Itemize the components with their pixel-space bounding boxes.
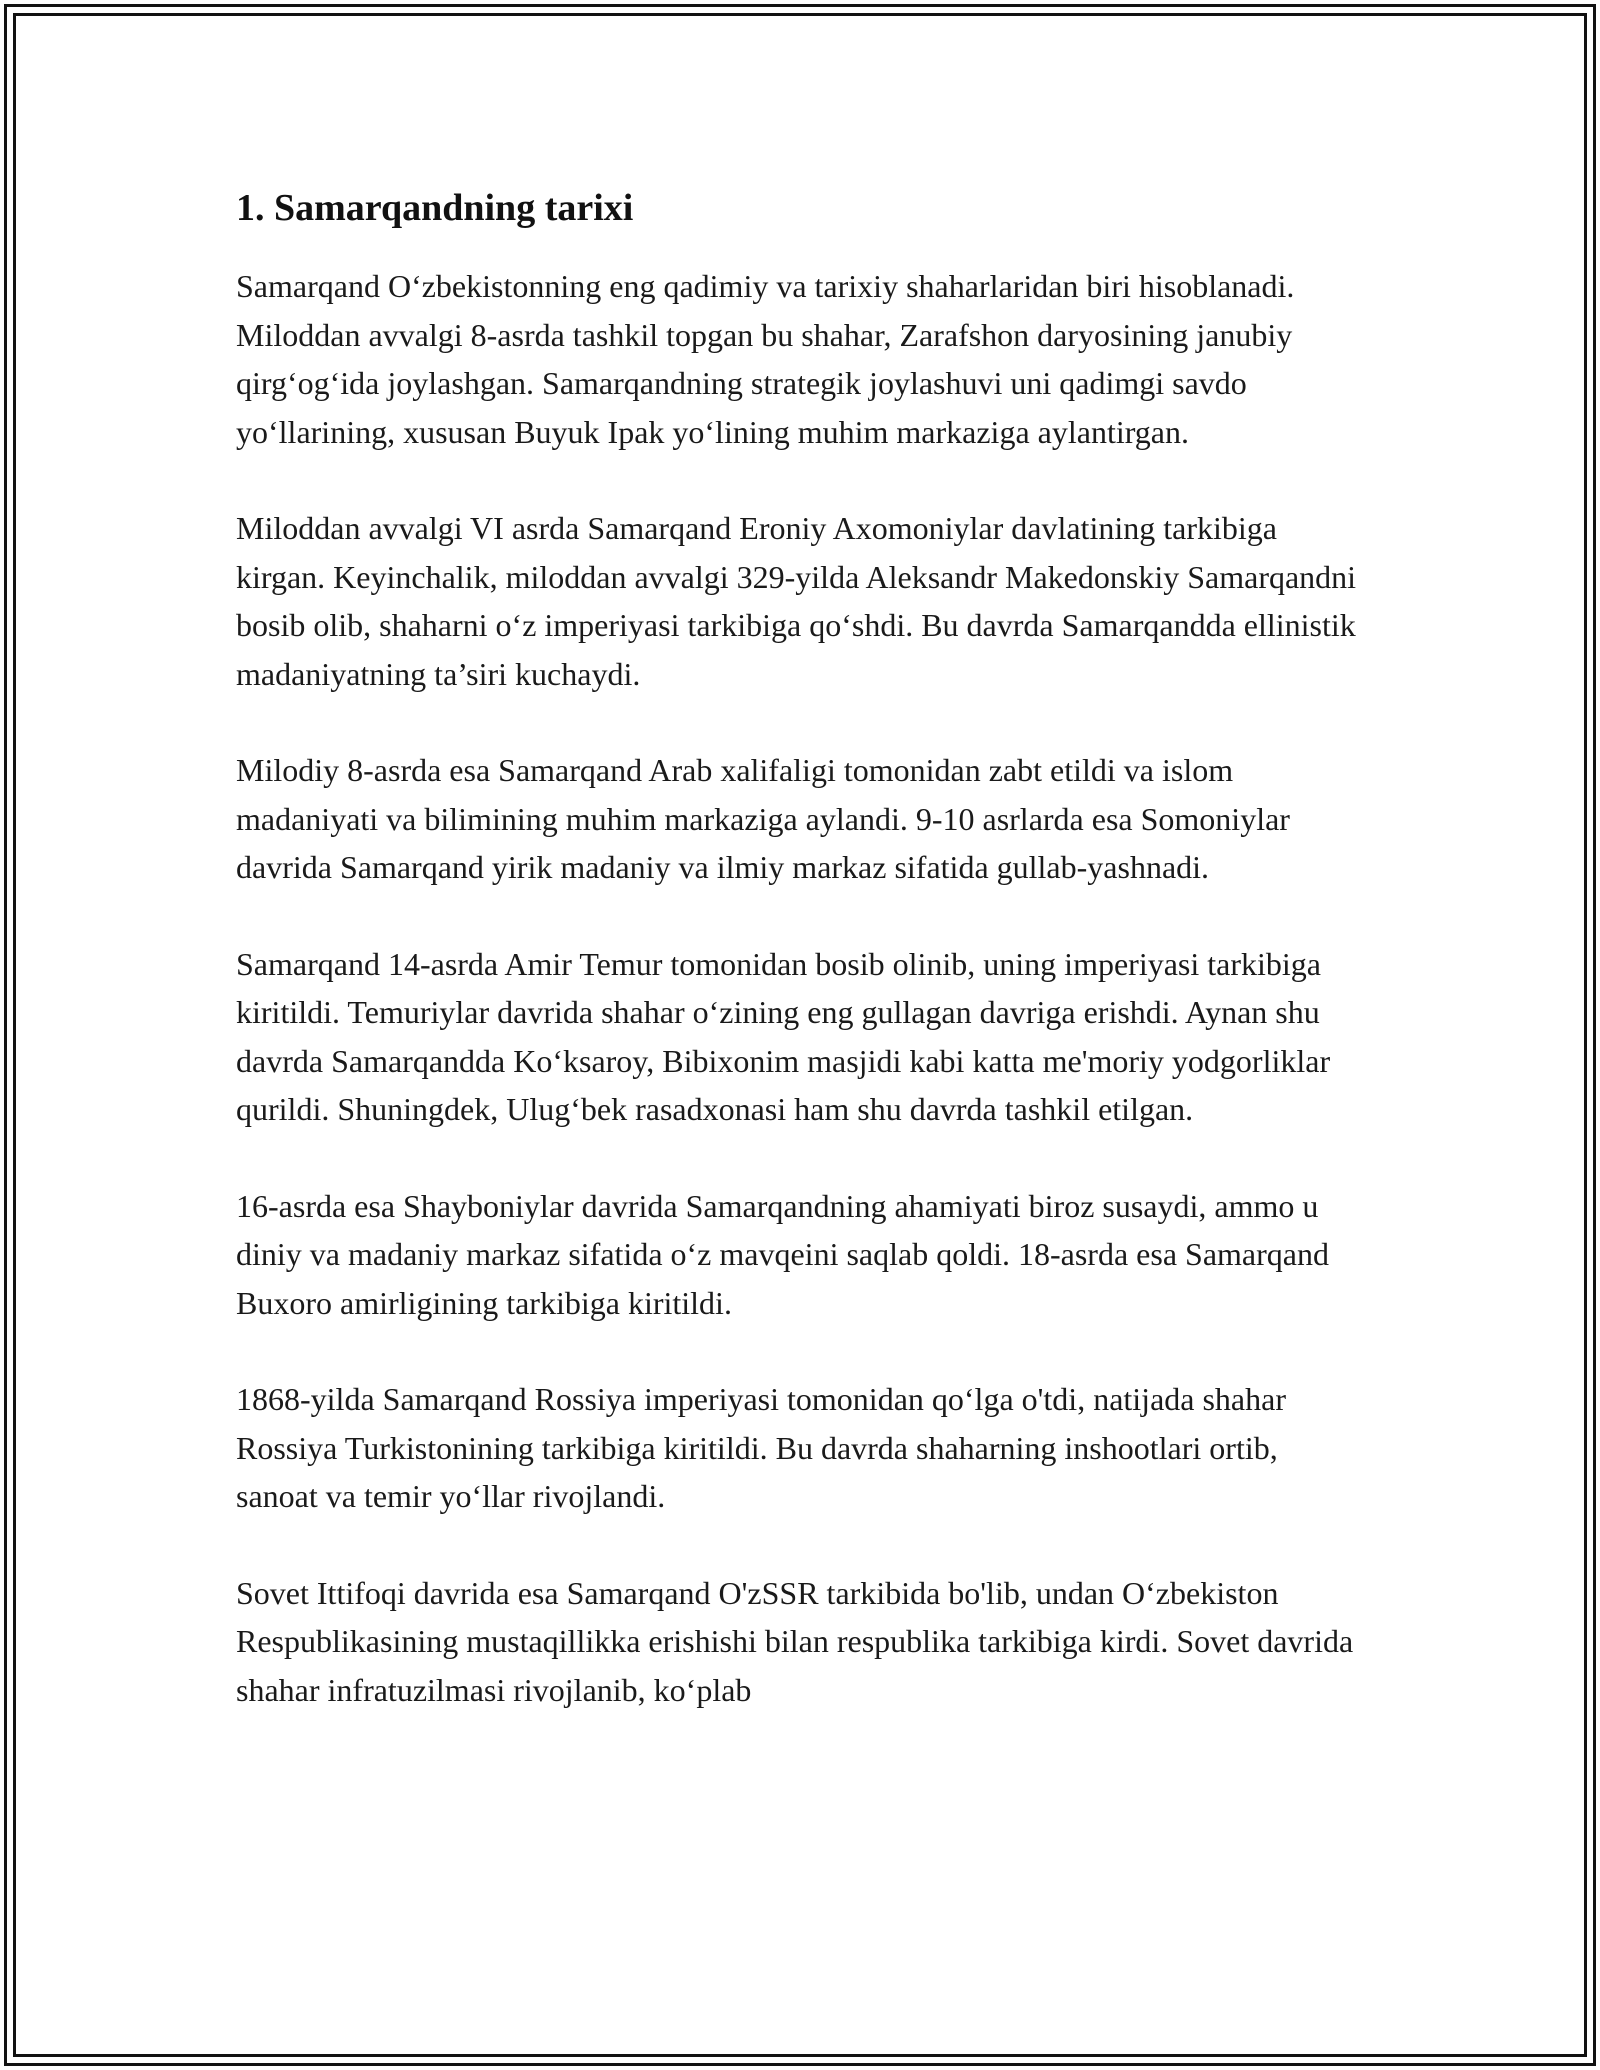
paragraph-7: Sovet Ittifoqi davrida esa Samarqand O'zSSR tarkibida bo'lib, undan O‘zbekiston Respublikasining mustaqillikka erishishi bilan respublika tarkibiga kirdi. Sovet davrida shahar infratuzilmasi rivojlanib, ko‘plab — [236, 1574, 1354, 1708]
paragraph-1: Samarqand O‘zbekistonning eng qadimiy va tarixiy shaharlaridan biri hisoblanadi. Miloddan avvalgi 8-asrda tashkil topgan bu shahar, Zarafshon daryosining janubiy qirg‘og‘ida joylashgan. Samarqandning strategik joylashuvi uni qadimgi savdo yo‘llarining, xususan Buyuk Ipak yo‘lining muhim markaziga aylantirgan. — [236, 268, 1295, 450]
document-body — [236, 180, 1366, 1762]
section-heading: 1. Samarqandning tarixi — [236, 187, 634, 229]
paragraph-4: Samarqand 14-asrda Amir Temur tomonidan bosib olinib, uning imperiyasi tarkibiga kiritildi. Temuriylar davrida shahar o‘zining eng gullagan davriga erishdi. Aynan shu davrda Samarqandda Ko‘ksaroy, Bibixonim masjidi kabi katta me'moriy yodgorliklar qurildi. Shuningdek, Ulug‘bek rasadxonasi ham shu davrda tashkil etilgan. — [236, 945, 1331, 1127]
paragraph-5: 16-asrda esa Shayboniylar davrida Samarqandning ahamiyati biroz susaydi, ammo u diniy va madaniy markaz sifatida o‘z mavqeini saqlab qoldi. 18-asrda esa Samarqand Buxoro amirligining tarkibiga kiritildi. — [236, 1187, 1329, 1321]
paragraph-2: Miloddan avvalgi VI asrda Samarqand Eroniy Axomoniylar davlatining tarkibiga kirgan. Keyinchalik, miloddan avvalgi 329-yilda Aleksandr Makedonskiy Samarqandni bosib olib, shaharni o‘z imperiyasi tarkibiga qo‘shdi. Bu davrda Samarqandda ellinistik madaniyatning ta’siri kuchaydi. — [236, 510, 1357, 692]
paragraph-6: 1868-yilda Samarqand Rossiya imperiyasi tomonidan qo‘lga o'tdi, natijada shahar Rossiya Turkistonining tarkibiga kiritildi. Bu davrda shaharning inshootlari ortib, sanoat va temir yo‘llar rivojlandi. — [236, 1381, 1286, 1514]
paragraph-3: Milodiy 8-asrda esa Samarqand Arab xalifaligi tomonidan zabt etildi va islom madaniyati va bilimining muhim markaziga aylandi. 9-10 asrlarda esa Somoniylar davrida Samarqand yirik madaniy va ilmiy markaz sifatida gullab-yashnadi. — [236, 752, 1290, 885]
